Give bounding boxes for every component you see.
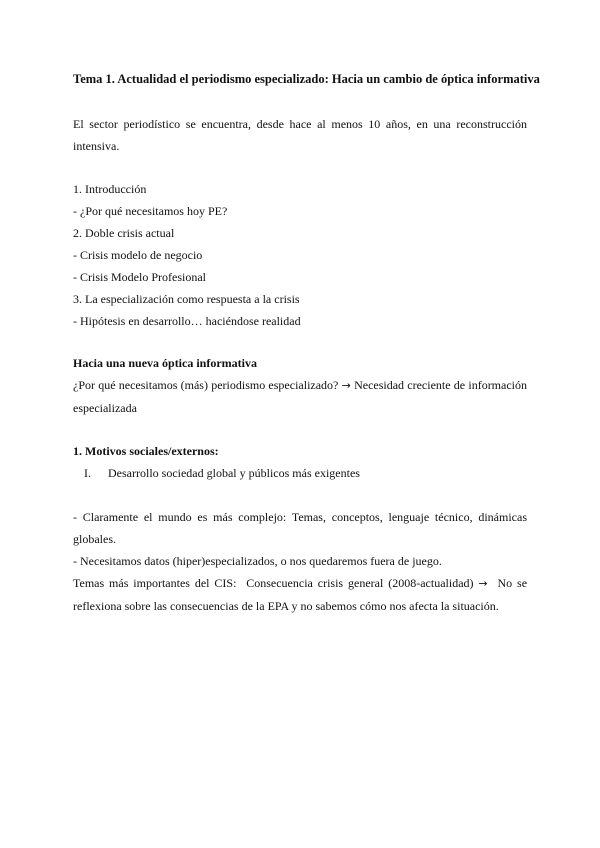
document-title: Tema 1. Actualidad el periodismo especializado: Hacia un cambio de óptica informativa bbox=[73, 72, 540, 86]
outline-item-hipotesis: - Hipótesis en desarrollo… haciéndose realidad bbox=[73, 314, 301, 328]
cis-paragraph bbox=[73, 572, 527, 617]
question-paragraph bbox=[73, 374, 527, 419]
outline-item-introduccion: 1. Introducción bbox=[73, 182, 147, 196]
question-answer: Necesidad creciente de información especializada bbox=[73, 378, 528, 415]
cis-consequence: Consecuencia crisis general (2008-actualidad) bbox=[246, 576, 474, 590]
right-arrow-icon-2: → bbox=[478, 577, 488, 590]
cis-tail: No se reflexiona sobre las consecuencias de la EPA y no sabemos cómo nos afecta la situación. bbox=[73, 576, 528, 613]
section-heading: Hacia una nueva óptica informativa bbox=[73, 356, 258, 370]
outline-item-doble-crisis: 2. Doble crisis actual bbox=[73, 226, 175, 240]
outline-item-crisis-profesional: - Crisis Modelo Profesional bbox=[73, 270, 206, 284]
topic-outline bbox=[73, 178, 527, 332]
question-text: ¿Por qué necesitamos (más) periodismo especializado? bbox=[73, 378, 339, 392]
bullet-datos-hiperespecializados: - Necesitamos datos (hiper)especializados, o nos quedaremos fuera de juego. bbox=[73, 554, 442, 568]
outline-item-especializacion: 3. La especialización como respuesta a la crisis bbox=[73, 292, 300, 306]
intro-paragraph: El sector periodístico se encuentra, desde hace al menos 10 años, en una reconstrucción intensiva. bbox=[73, 117, 527, 153]
roman-list-item bbox=[84, 462, 524, 484]
roman-numeral: I. bbox=[84, 466, 91, 480]
outline-item-crisis-negocio: - Crisis modelo de negocio bbox=[73, 248, 203, 262]
bullet-mundo-complejo: - Claramente el mundo es más complejo: Temas, conceptos, lenguaje técnico, dinámicas globales. bbox=[73, 510, 527, 546]
roman-item-text: Desarrollo sociedad global y públicos más exigentes bbox=[108, 466, 360, 480]
subheading-motivos: 1. Motivos sociales/externos: bbox=[73, 444, 219, 458]
outline-item-por-que-pe: - ¿Por qué necesitamos hoy PE? bbox=[73, 204, 228, 218]
cis-label: Temas más importantes del CIS: bbox=[73, 576, 237, 590]
right-arrow-icon: → bbox=[341, 379, 351, 392]
